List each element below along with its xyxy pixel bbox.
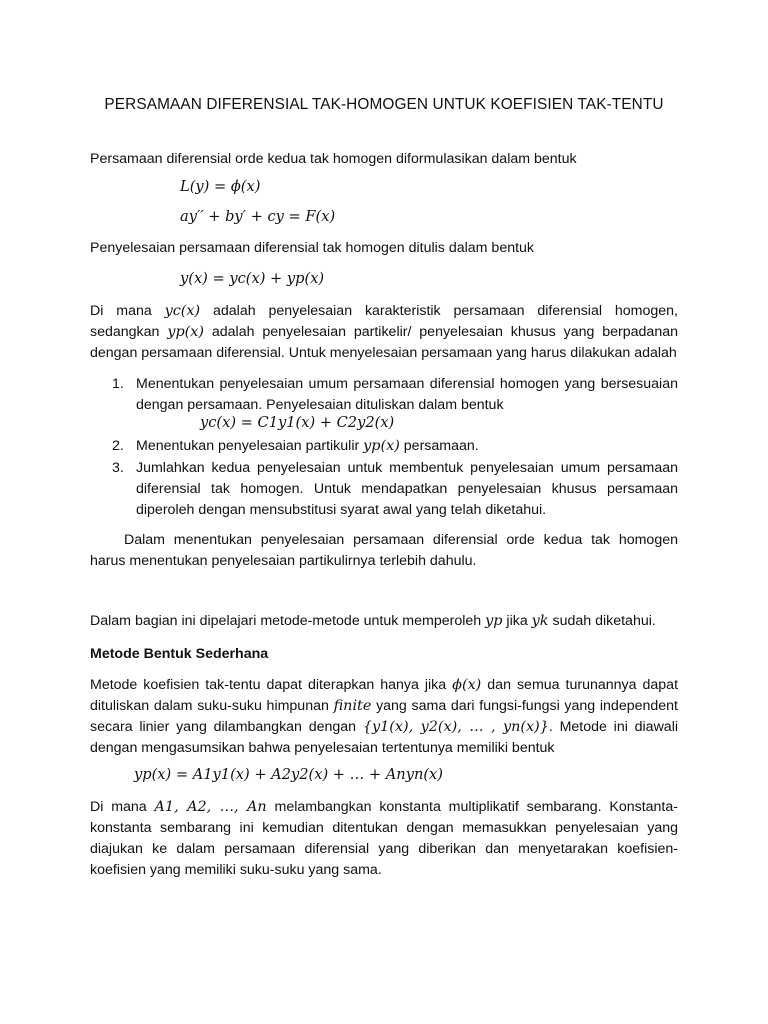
- section-text-b: jika: [506, 613, 528, 629]
- step2-text-a: Menentukan penyelesaian partikulir: [136, 438, 360, 454]
- last-text-a: Di mana: [90, 799, 147, 815]
- list-text: Jumlahkan kedua penyelesaian untuk membentuk penyelesaian umum persamaan diferensial tak homogen. Untuk mendapatkan penyelesaian khusus persamaan diperoleh dengan mensubstitusi syarat awal yang telah diketahui.: [136, 460, 678, 518]
- orde-paragraph: Dalam menentukan penyelesaian persamaan diferensial orde kedua tak homogen harus menentukan penyelesaian partikulirnya terlebih dahulu.: [90, 532, 678, 569]
- yp-math: yp(x): [167, 324, 204, 340]
- section-text-a: Dalam bagian ini dipelajari metode-metode untuk memperoleh: [90, 613, 482, 629]
- dimana-text-1: Di mana: [90, 303, 152, 319]
- metode-text-a: Metode koefisien tak-tentu dapat diterapkan hanya jika: [90, 677, 447, 693]
- list-number: 1.: [112, 376, 124, 392]
- finite-math: finite: [333, 698, 372, 714]
- phi-math: ϕ(x): [452, 677, 482, 693]
- list-text: [136, 436, 678, 457]
- constants-math: A1, A2, …, An: [154, 799, 267, 815]
- function-set-math: {y1(x), y2(x), … , yn(x)}: [362, 719, 549, 735]
- document-title: PERSAMAAN DIFERENSIAL TAK-HOMOGEN UNTUK KOEFISIEN TAK-TENTU: [104, 96, 664, 113]
- intro-paragraph: Persamaan diferensial orde kedua tak homogen diformulasikan dalam bentuk: [90, 151, 577, 167]
- section-text-c: sudah diketahui.: [552, 613, 656, 629]
- equation-second-order: ay′′ + by′ + cy = F(x): [180, 208, 336, 225]
- metode-text-b: dan semua turunannya dapat dituliskan dalam suku-suku himpunan: [90, 677, 679, 714]
- equation-homogeneous-solution: yc(x) = C1y1(x) + C2y2(x): [200, 414, 395, 431]
- solution-intro-paragraph: Penyelesaian persamaan diferensial tak homogen ditulis dalam bentuk: [90, 240, 535, 256]
- metode-text-c: yang sama dari fungsi-fungsi yang independent secara linier yang dilambangkan dengan: [90, 698, 678, 735]
- equation-particular-form: yp(x) = A1y1(x) + A2y2(x) + … + Anyn(x): [134, 766, 443, 783]
- dimana-text-2: adalah penyelesaian karakteristik persamaan diferensial homogen, sedangkan: [90, 303, 678, 340]
- yp-math: yp(x): [363, 438, 400, 454]
- list-number: 2.: [112, 438, 124, 454]
- list-number: 3.: [112, 460, 124, 476]
- yc-math: yc(x): [164, 303, 201, 319]
- metode-text-d: . Metode ini diawali dengan mengasumsikan bahwa penyelesaian tertentunya memiliki bentuk: [90, 719, 679, 756]
- step2-text-b: persamaan.: [403, 438, 479, 454]
- yk-math: yk: [531, 613, 549, 629]
- equation-general-solution: y(x) = yc(x) + yp(x): [180, 270, 325, 287]
- dimana-paragraph: [90, 301, 678, 364]
- metode-paragraph: [90, 675, 678, 759]
- dimana-text-3: adalah penyelesaian partikelir/ penyelesaian khusus yang berpadanan dengan persamaan diferensial. Untuk menyelesaian persamaan yang harus dilakukan adalah: [90, 324, 678, 361]
- last-text-b: melambangkan konstanta multiplikatif sembarang. Konstanta-konstanta sembarang ini kemudian ditentukan dengan memasukkan penyelesaian yang diajukan ke dalam persamaan diferensial yang diberikan dan menyetarakan koefisien-koefisien yang memiliki suku-suku yang sama.: [90, 799, 678, 878]
- constants-paragraph: [90, 797, 678, 881]
- section-heading: Metode Bentuk Sederhana: [90, 646, 269, 662]
- yp-math: yp: [485, 613, 503, 629]
- list-text: Menentukan penyelesaian umum persamaan diferensial homogen yang bersesuaian dengan persamaan. Penyelesaian dituliskan dalam bentuk: [136, 376, 678, 413]
- equation-operator-form: L(y) = ϕ(x): [180, 178, 261, 195]
- section-intro-line: [90, 611, 678, 632]
